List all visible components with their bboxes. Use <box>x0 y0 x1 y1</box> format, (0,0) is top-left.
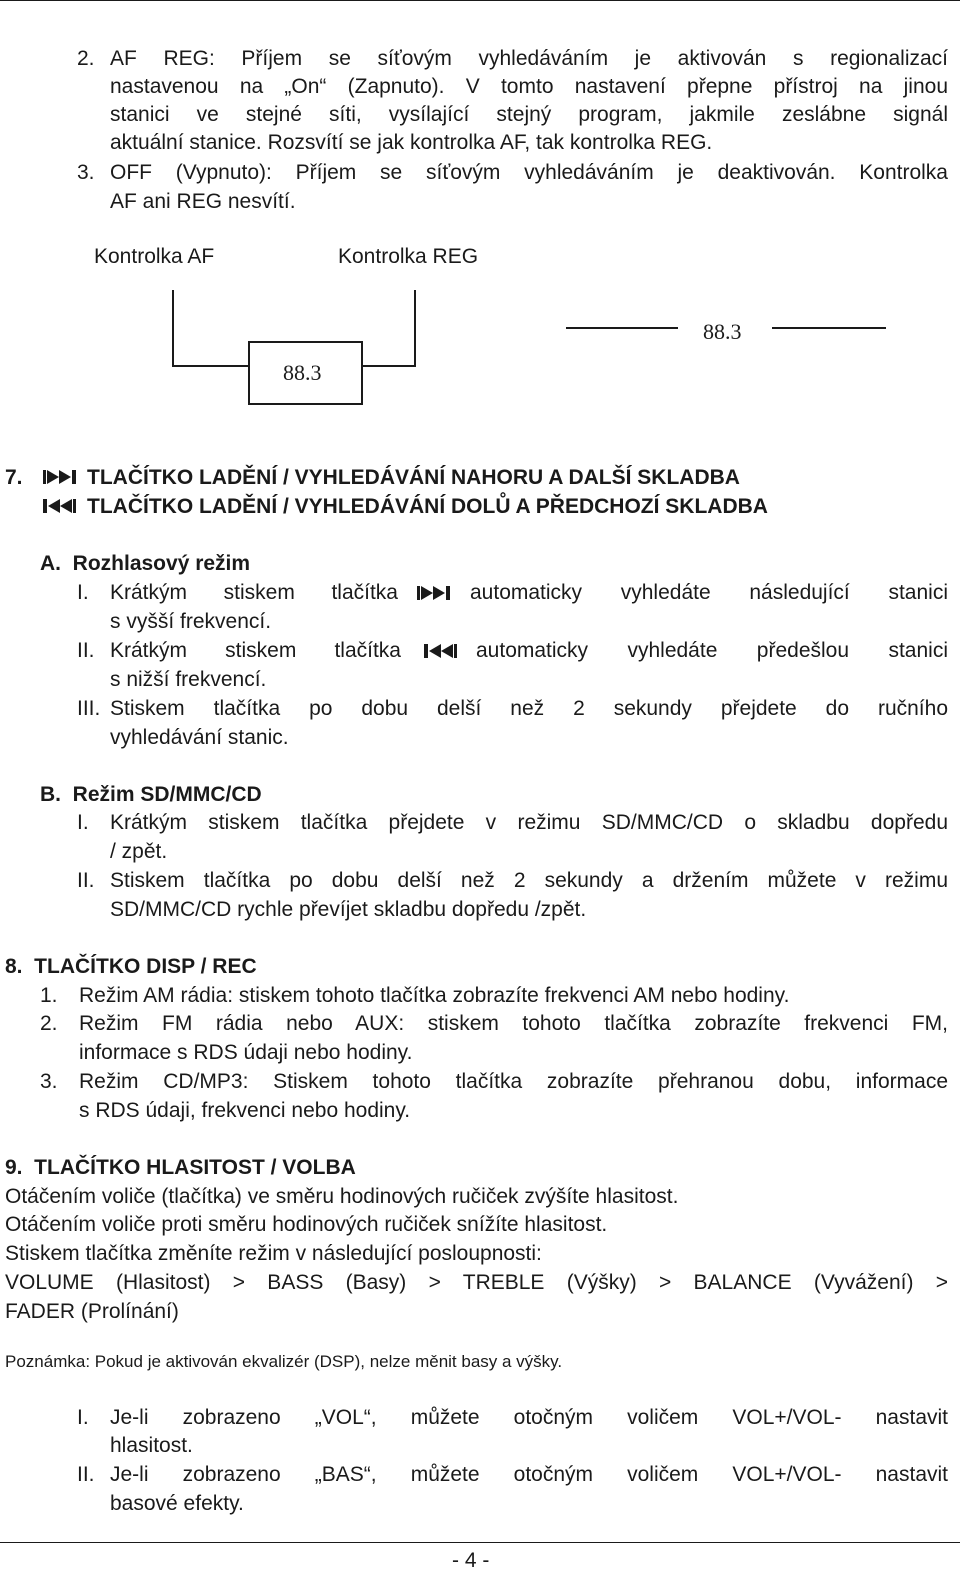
item-2-line: AF REG: Příjem se síťovým vyhledáváním je aktivován s regionalizací <box>110 47 948 70</box>
s9-item-2-line: Je-li zobrazeno „BAS“, můžete otočným voličem VOL+/VOL- nastavit <box>110 1463 948 1486</box>
item-2-line: aktuální stanice. Rozsvítí se jak kontrolka AF, tak kontrolka REG. <box>110 131 713 154</box>
s8-item-1-line: Režim AM rádia: stiskem tohoto tlačítka zobrazíte frekvenci AM nebo hodiny. <box>79 984 790 1007</box>
section-7-number: 7. <box>5 466 23 489</box>
section-8-heading: 8. TLAČÍTKO DISP / REC <box>5 955 257 978</box>
a-item-1-number: I. <box>77 581 89 604</box>
b-item-2-cont: SD/MMC/CD rychle převíjet skladbu dopředu /zpět. <box>110 898 587 921</box>
s9-item-1-cont: hlasitost. <box>110 1434 193 1457</box>
footer-rule <box>0 1542 960 1543</box>
item-2-number: 2. <box>77 47 95 70</box>
skip-previous-icon <box>43 499 79 513</box>
s8-item-2-cont: informace s RDS údaji nebo hodiny. <box>79 1041 413 1064</box>
item-3-line: OFF (Vypnuto): Příjem se síťovým vyhledáváním je deaktivován. Kontrolka <box>110 161 948 184</box>
b-item-1-line: Krátkým stiskem tlačítka přejdete v režimu SD/MMC/CD o skladbu dopředu <box>110 811 948 834</box>
label-kontrolka-af: Kontrolka AF <box>94 245 215 268</box>
item-2-line: nastavenou na „On“ (Zapnuto). V tomto nastavení přepne přístroj na jinou <box>110 75 948 98</box>
s9-item-2-number: II. <box>77 1463 95 1486</box>
skip-previous-icon <box>424 644 460 658</box>
a-item-2-after: automaticky vyhledáte předešlou stanici <box>476 639 948 662</box>
s9-note: Poznámka: Pokud je aktivován ekvalizér (DSP), nelze měnit basy a výšky. <box>5 1352 563 1371</box>
section-7-title-next: TLAČÍTKO LADĚNÍ / VYHLEDÁVÁNÍ NAHORU A DALŠÍ SKLADBA <box>87 466 740 489</box>
s9-line: FADER (Prolínání) <box>5 1300 179 1323</box>
b-item-2-line: Stiskem tlačítka po dobu delší než 2 sekundy a držením můžete v režimu <box>110 869 948 892</box>
page-number: - 4 - <box>452 1549 490 1572</box>
b-item-1-number: I. <box>77 811 89 834</box>
a-item-3-line: Stiskem tlačítka po dobu delší než 2 sekundy přejdete do ručního <box>110 697 948 720</box>
item-3-number: 3. <box>77 161 95 184</box>
a-item-1-before: Krátkým stiskem tlačítka <box>110 581 398 604</box>
item-3-line: AF ani REG nesvítí. <box>110 190 296 213</box>
s9-line: Stiskem tlačítka změníte režim v následující posloupnosti: <box>5 1242 542 1265</box>
a-item-1-after: automaticky vyhledáte následující stanici <box>470 581 948 604</box>
af-leader-line <box>173 290 249 366</box>
reg-leader-line <box>362 290 415 366</box>
s9-item-1-line: Je-li zobrazeno „VOL“, můžete otočným voličem VOL+/VOL- nastavit <box>110 1406 948 1429</box>
s9-line: Otáčením voliče (tlačítka) ve směru hodinových ručiček zvýšíte hlasitost. <box>5 1185 679 1208</box>
s8-item-3-line: Režim CD/MP3: Stiskem tohoto tlačítka zobrazíte přehranou dobu, informace <box>79 1070 948 1093</box>
b-item-1-cont: / zpět. <box>110 840 168 863</box>
label-kontrolka-reg: Kontrolka REG <box>338 245 479 268</box>
s8-item-2-number: 2. <box>40 1012 58 1035</box>
a-item-3-number: III. <box>77 697 101 720</box>
section-7-title-prev: TLAČÍTKO LADĚNÍ / VYHLEDÁVÁNÍ DOLŮ A PŘEDCHOZÍ SKLADBA <box>87 495 768 518</box>
a-item-2-cont: s nižší frekvencí. <box>110 668 267 691</box>
b-item-2-number: II. <box>77 869 95 892</box>
a-item-3-cont: vyhledávání stanic. <box>110 726 289 749</box>
skip-next-icon <box>417 586 453 600</box>
display-value-left: 88.3 <box>283 360 322 385</box>
a-item-1-cont: s vyšší frekvencí. <box>110 610 272 633</box>
a-item-2-before: Krátkým stiskem tlačítka <box>110 639 401 662</box>
indicator-diagram <box>0 280 960 420</box>
s9-item-2-cont: basové efekty. <box>110 1492 244 1515</box>
s8-item-3-cont: s RDS údaji, frekvenci nebo hodiny. <box>79 1099 411 1122</box>
s8-item-2-line: Režim FM rádia nebo AUX: stiskem tohoto tlačítka zobrazíte frekvenci FM, <box>79 1012 948 1035</box>
section-9-heading: 9. TLAČÍTKO HLASITOST / VOLBA <box>5 1156 356 1179</box>
subsection-b-heading: B. Režim SD/MMC/CD <box>40 783 262 806</box>
top-rule <box>0 0 960 1</box>
s8-item-1-number: 1. <box>40 984 58 1007</box>
s9-line: Otáčením voliče proti směru hodinových ručiček snížíte hlasitost. <box>5 1213 608 1236</box>
s9-line: VOLUME (Hlasitost) > BASS (Basy) > TREBLE (Výšky) > BALANCE (Vyvážení) > <box>5 1271 948 1294</box>
display-value-right: 88.3 <box>703 319 742 344</box>
item-2-line: stanici ve stejné síti, vysílající stejný program, jakmile zeslábne signál <box>110 103 948 126</box>
s9-item-1-number: I. <box>77 1406 89 1429</box>
s8-item-3-number: 3. <box>40 1070 58 1093</box>
skip-next-icon <box>43 470 79 484</box>
a-item-2-number: II. <box>77 639 95 662</box>
subsection-a-heading: A. Rozhlasový režim <box>40 552 251 575</box>
